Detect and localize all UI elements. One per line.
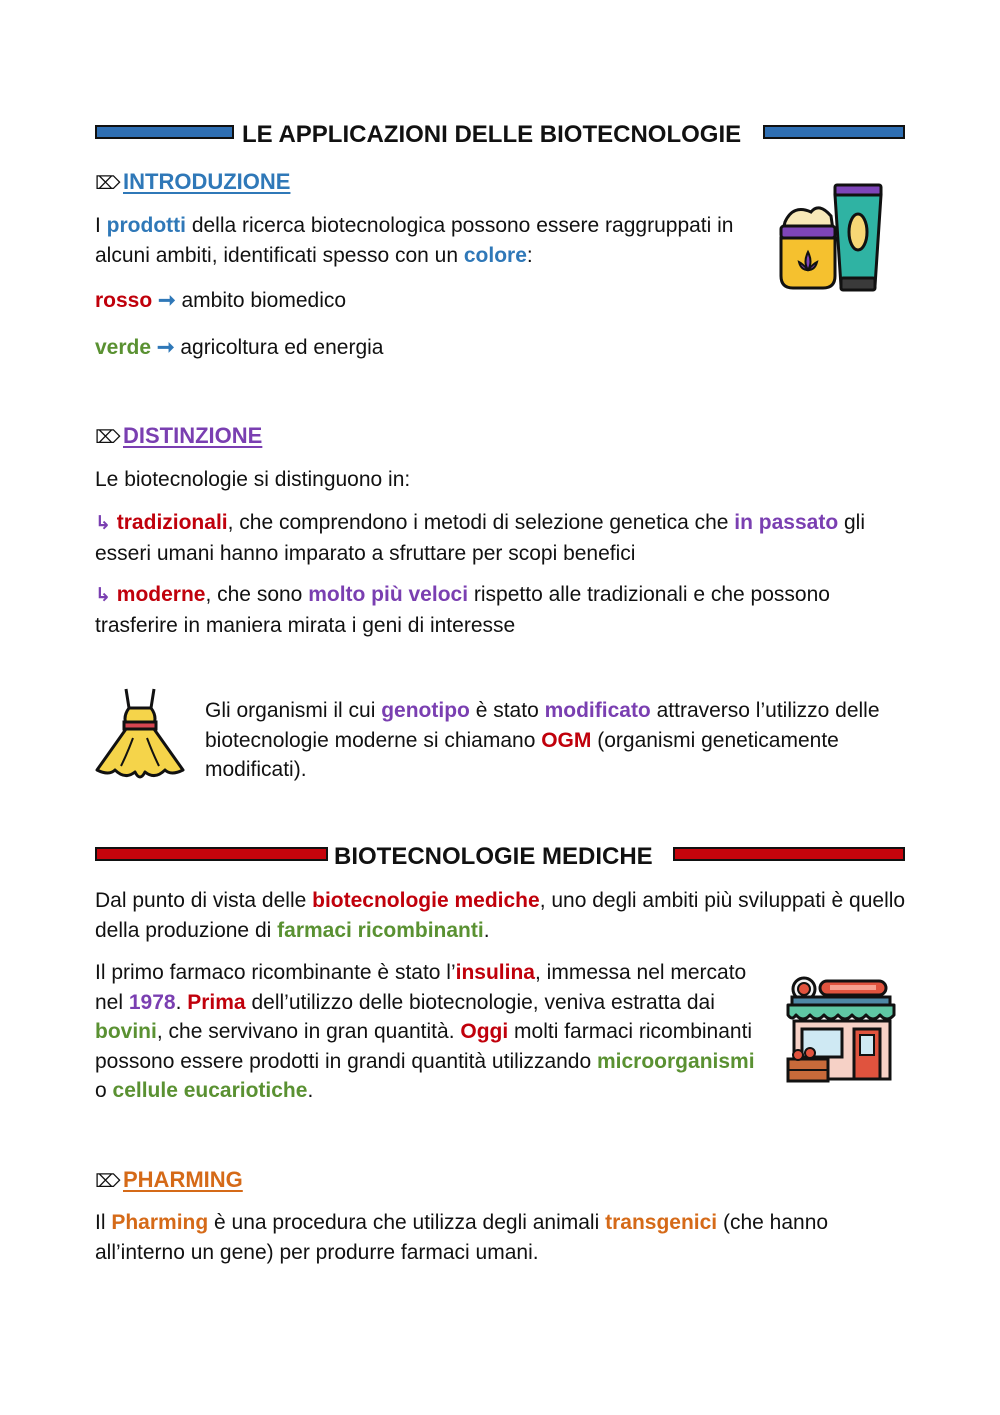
mediche-paragraph-2: Il primo farmaco ricombinante è stato l’insulina, immessa nel mercato nel 1978. Prima dell’utilizzo delle biotecnologie, veniva estratta dai bovini, che servivano in gran quantità. Oggi molti farmaci ricombinanti possono essere prodotti in grandi quantità utilizzando microorganismi o cellule eucariotiche. <box>95 961 755 1102</box>
header-bar-right <box>673 847 905 861</box>
section-distinzione <box>95 422 262 452</box>
header-bar-right <box>763 125 905 139</box>
delete-right-icon: ⌦ <box>95 427 121 448</box>
list-item-rosso: rosso ➞ ambito biomedico <box>95 289 347 312</box>
section-heading: DISTINZIONE <box>123 423 263 448</box>
hook-arrow-icon: ↳ <box>95 584 111 606</box>
highlight-colore: colore <box>463 243 527 267</box>
delete-right-icon: ⌦ <box>95 1171 121 1192</box>
header-bar-left <box>95 125 234 139</box>
list-item-verde: verde ➞ agricoltura ed energia <box>95 336 384 359</box>
ogm-paragraph: Gli organismi il cui genotipo è stato modificato attraverso l’utilizzo delle biotecnologie moderne si chiamano OGM (organismi geneticamente modificati). <box>205 699 880 781</box>
highlight-prodotti: prodotti <box>106 214 186 237</box>
section-introduzione <box>95 168 290 198</box>
section-heading: PHARMING <box>123 1167 243 1192</box>
list-item-moderne: ↳ moderne, che sono molto più veloci rispetto alle tradizionali e che possono trasferire in maniera mirata i geni di interesse <box>95 583 830 637</box>
distinzione-intro: Le biotecnologie si distinguono in: <box>95 468 411 491</box>
pharming-paragraph: Il Pharming è una procedura che utilizza degli animali transgenici (che hanno all’interno un gene) per produrre farmaci umani. <box>95 1211 829 1264</box>
section-title: BIOTECNOLOGIE MEDICHE <box>334 843 653 870</box>
mediche-paragraph-1: Dal punto di vista delle biotecnologie mediche, uno degli ambiti più sviluppati è quello della produzione di farmaci ricombinanti. <box>95 889 906 942</box>
delete-right-icon: ⌦ <box>95 173 121 194</box>
hook-arrow-icon: ↳ <box>95 512 111 534</box>
page-title: LE APPLICAZIONI DELLE BIOTECNOLOGIE <box>242 121 742 148</box>
cosmetics-icon <box>775 182 887 294</box>
arrow-right-icon: ➞ <box>158 289 176 312</box>
list-item-tradizionali: ↳ tradizionali, che comprendono i metodi di selezione genetica che in passato gli esseri umani hanno imparato a sfruttare per scopi benefici <box>95 511 866 565</box>
dress-icon <box>93 686 187 786</box>
arrow-right-icon: ➞ <box>156 336 175 359</box>
shop-icon <box>784 975 898 1085</box>
intro-paragraph: I prodotti della ricerca biotecnologica possono essere raggruppati in alcuni ambiti, identificati spesso con un colore: <box>95 214 734 267</box>
header-bar-left <box>95 847 328 861</box>
section-heading: INTRODUZIONE <box>123 169 291 194</box>
section-pharming <box>95 1166 243 1196</box>
